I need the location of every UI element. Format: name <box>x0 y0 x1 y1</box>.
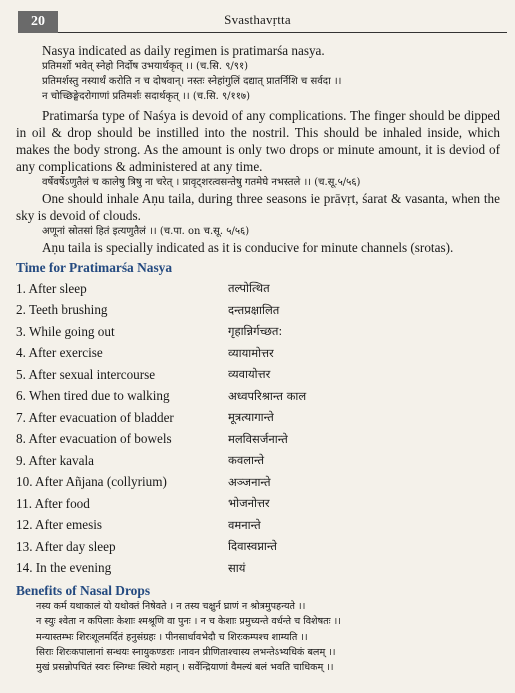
list-item-en: 14. In the evening <box>16 560 112 576</box>
section-heading-benefits: Benefits of Nasal Drops <box>16 583 151 598</box>
list-item-sa: व्यवायोत्तर <box>228 367 271 382</box>
list-item-en: 2. Teeth brushing <box>16 302 108 318</box>
list-item-sa: सायं <box>228 560 246 575</box>
list-item-sa: वमनान्ते <box>228 517 261 532</box>
list-item-en: 6. When tired due to walking <box>16 388 170 404</box>
paragraph-pratimarsa: Pratimarśa type of Naśya is devoid of any complications. The finger should be dipped in oil & drop should be instilled into the nostril. This should be inhaled inside, which makes the body strong. As the amount is only two drops or minute amount, it is deviod of any complications & administered at any time. <box>16 108 500 174</box>
sanskrit-verse: प्रतिमर्शो भवेत् स्नेहो निर्दोष उभयार्थकृत् ।। (च.सि. ९/९१) <box>42 61 249 72</box>
list-item <box>16 386 500 408</box>
list-item <box>16 429 500 451</box>
list-item <box>16 450 500 472</box>
paragraph-anu-taila: Aṇu taila is specially indicated as it is conducive for minute channels (srotas). <box>42 240 454 255</box>
list-item-sa: दन्तप्रक्षालित <box>228 302 280 317</box>
list-item-en: 4. After exercise <box>16 345 103 361</box>
list-item <box>16 300 500 322</box>
page-body <box>16 42 500 675</box>
time-list <box>16 278 500 579</box>
list-item-en: 5. After sexual intercourse <box>16 366 156 382</box>
list-item-en: 9. After kavala <box>16 452 94 468</box>
sanskrit-verse: न स्युः श्वेता न कपिलाः केशाः श्मश्रूणि वा पुनः । न च केशाः प्रमुच्यन्ते वर्धन्ते च विशेषतः ।। <box>36 616 341 628</box>
sanskrit-verse: अणूनां स्रोतसां हितं इत्यणुतैलं ।। (च.पा. on च.सू. ५/५६) <box>42 226 250 237</box>
paragraph-nasya-daily: Nasya indicated as daily regimen is pratimarśa nasya. <box>42 43 325 58</box>
list-item-sa: भोजनोत्तर <box>228 496 270 511</box>
page-header <box>8 11 507 33</box>
list-item-sa: मूत्रत्यागान्ते <box>228 410 274 425</box>
list-item <box>16 407 500 429</box>
list-item-sa: अध्वपरिश्रान्त काल <box>228 388 307 403</box>
list-item <box>16 558 500 580</box>
sanskrit-verse: मुखं प्रसन्नोपचितं स्वरः स्निग्धः स्थिरो महान् । सर्वेन्द्रियाणां वैमल्यं बलं भवति चाधिकम् ।। <box>36 662 334 674</box>
sanskrit-verse: नस्य कर्म यथाकालं यो यथोक्तं निषेवते । न तस्य चक्षुर्न घ्राणं न श्रोत्रमुपहन्यते ।। <box>36 601 306 612</box>
sanskrit-verse: न चोच्छिङ्घेदरोगाणां प्रतिमर्शः सदार्थकृत् ।। (च.सि. ९/११७) <box>42 91 251 102</box>
list-item-en: 13. After day sleep <box>16 538 116 554</box>
list-item <box>16 278 500 300</box>
sanskrit-verse: सिराः शिरःकपालानां सन्धयः स्नायुकण्डराः ।नावन प्रीणिताश्चास्य लभन्तेऽभ्यधिकं बलम् ।। <box>36 646 336 658</box>
sanskrit-verse: प्रतिमर्शस्तु नस्यार्थं करोति न च दोषवान्। नस्तः स्नेहांगुलिं दद्यात् प्रातर्निशि च सर्वदा ।। <box>42 76 342 87</box>
section-heading-time: Time for Pratimarśa Nasya <box>16 260 173 275</box>
list-item-sa: दिवास्वप्नान्ते <box>228 539 277 554</box>
list-item-sa: गृहान्निर्गच्छत: <box>228 324 283 339</box>
list-item-en: 12. After emesis <box>16 517 103 533</box>
list-item-en: 8. After evacuation of bowels <box>16 431 172 447</box>
list-item <box>16 536 500 558</box>
sanskrit-verse: मन्यास्तम्भः शिरःशूलमर्दितं हनुसंग्रहः । पीनसार्धावभेदौ च शिरःकम्पश्च शाम्यति ।। <box>36 631 308 643</box>
list-item-en: 1. After sleep <box>16 280 87 296</box>
sanskrit-verse: वर्षेवर्षेऽणुतैलं च कालेषु त्रिषु ना चरेत् । प्रावृट्शरत्वसन्तेषु गतमेघे नभस्तले ।। (च.सू.५/५६) <box>42 177 361 188</box>
list-item-sa: मलविसर्जनान्ते <box>228 431 288 446</box>
list-item-sa: अञ्जनान्ते <box>228 474 271 489</box>
list-item-en: 3. While going out <box>16 323 115 339</box>
list-item <box>16 364 500 386</box>
list-item-en: 7. After evacuation of bladder <box>16 409 174 425</box>
list-item <box>16 515 500 537</box>
list-item-en: 10. After Añjana (collyrium) <box>16 474 167 490</box>
list-item <box>16 472 500 494</box>
list-item <box>16 321 500 343</box>
page-number: 20 <box>18 11 58 33</box>
list-item <box>16 493 500 515</box>
list-item-sa: व्यायामोत्तर <box>228 345 274 360</box>
list-item-sa: कवलान्ते <box>228 453 265 468</box>
list-item-en: 11. After food <box>16 495 90 511</box>
header-rule <box>58 32 507 33</box>
list-item <box>16 343 500 365</box>
running-head: Svasthavṛtta <box>224 12 291 27</box>
list-item-sa: तल्पोत्थित <box>228 281 270 296</box>
paragraph-anu-taila-seasons: One should inhale Aṇu taila, during three seasons ie prāvṛt, śarat & vasanta, when the sky is devoid of clouds. <box>16 191 500 223</box>
